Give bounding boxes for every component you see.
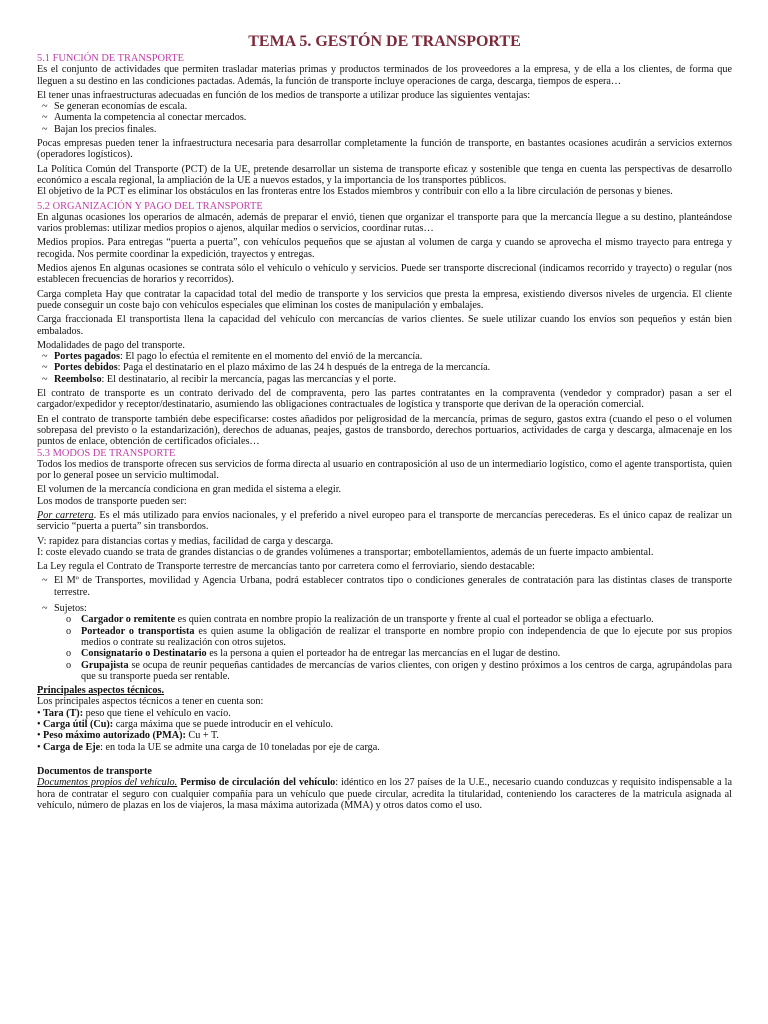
term-description: : idéntico en los 27 países de la U.E., necesario cuando conduzcas y requisito indispensable a la hora de contratar el seguro con cualquier compañía para un vehículo que puede circular, acredita la titularidad, conteniendo los caracteres de la matricula asignada al vehículo, número de plazas en los de viajeros, la masa máxima autorizada (MMA) y otros datos como el uso. [37,777,733,811]
list-item [37,708,732,719]
paragraph: El contrato de transporte es un contrato derivado del de compraventa, pero las partes contratantes en la compraventa (vendedor y comprador) pasan a ser el cargador/expedidor y receptor/destinatario, asumiendo las obligaciones contractuales de logística y transporte que derivan de la operación comercial. [37,388,732,411]
paragraph: Los principales aspectos técnicos a tener en cuenta son: [37,696,264,708]
list-item: ~ Bajan los precios finales. [42,124,732,135]
term: Portes debidos [54,362,118,374]
term: Carga de Eje [43,741,101,753]
list-item: ~ Aumenta la competencia al conectar mercados. [42,112,732,123]
paragraph: La Ley regula el Contrato de Transporte terrestre de mercancías tanto por carretera como el ferroviario, siendo destacable: [37,561,535,573]
paragraph: Medios ajenos En algunas ocasiones se contrata sólo el vehículo o vehículo y servicios. Puede ser transporte discrecional (indicamos recorrido y trayecto) o regular (nos establecen frecuencias de horarios y recorridos). [37,263,732,286]
term-description: carga máxima que se puede introducir en el vehículo. [113,719,334,731]
paragraph: V: rapidez para distancias cortas y medias, facilidad de carga y descarga. [37,535,334,547]
list-item [42,362,732,373]
paragraph: Carga fraccionada El transportista llena la capacidad del vehículo con mercancías de varios clientes. Se suele utilizar cuando los envíos son pequeños y están bien embalados. [37,314,732,337]
paragraph [37,777,732,811]
term-description: : en toda la UE se admite una carga de 10 toneladas por eje de carga. [100,741,380,753]
technical-list [37,708,732,753]
term-description: se ocupa de reunir pequeñas cantidades de mercancías de varios clientes, con origen y destino próximos a los centros de carga, agrupándolas para que su transporte pueda ser rentable. [81,659,732,682]
paragraph: Es el conjunto de actividades que permiten trasladar materias primas y productos terminados de los proveedores a la empresa, y de ella a los clientes, de forma que lleguen a su destino en las condiciones pactadas. Además, la función de transporte incluye operaciones de carga, descarga, tiempos de espera… [37,64,732,87]
spacer [37,756,732,766]
paragraph: Modalidades de pago del transporte. [37,339,185,351]
section-heading-5-2: 5.2 ORGANIZACIÓN Y PAGO DEL TRANSPORTE [37,200,263,212]
term: Consignatario o Destinatario [81,648,207,660]
advantages-list [37,101,732,135]
term-description: : El destinatario, al recibir la mercancía, pagas las mercancías y el porte. [101,373,396,385]
list-item [42,374,732,385]
paragraph [37,510,732,533]
section-heading-5-3: 5.3 MODOS DE TRANSPORTE [37,447,176,459]
term: Carga útil (Cu): [43,719,114,731]
paragraph: El objetivo de la PCT es eliminar los obstáculos en las fronteras entre los Estados miembros y contribuir con ello a la libre circulación de personas y bienes. [37,186,673,198]
subjects-list [54,614,732,682]
term: Peso máximo autorizado (PMA): [43,730,186,742]
paragraph: Medios propios. Para entregas “puerta a puerta”, con vehículos pequeños que se ajustan al volumen de carga y cuando se aprovecha el mismo trayecto para entrega y recogida. Nos permite coordinar la expedición, trayectos y entregas. [37,237,732,260]
paragraph: Carga completa Hay que contratar la capacidad total del medio de transporte y los servicios que presta la empresa, existiendo diversos niveles de urgencia. El cliente puede conseguir un coste bajo con vehículos especiales que eliminan los costes de manipulación y embalajes. [37,288,732,311]
paragraph: I: coste elevado cuando se trata de grandes distancias o de grandes volúmenes a transportar; embotellamientos, además de un fuerte impacto ambiental. [37,546,654,558]
term-description: Cu + T. [185,730,219,742]
paragraph: En algunas ocasiones los operarios de almacén, además de preparar el envió, tienen que organizar el transporte para que la mercancía llegue a su destino, planteándose varios problemas: utilizar medios propios o ajenos, alquilar medios o servicios, coordinar rutas… [37,211,732,235]
payment-modes-list [37,351,732,385]
term-description: peso que tiene el vehículo en vacío. [83,707,231,719]
term: Portes pagados [54,351,120,363]
law-list [37,575,732,682]
documents-heading: Documentos de transporte [37,765,152,777]
subjects-label: Sujetos: [54,603,87,615]
term: Porteador o transportista [81,625,195,637]
list-item [66,648,732,659]
paragraph: El tener unas infraestructuras adecuadas en función de los medios de transporte a utilizar produce las siguientes ventajas: [37,89,531,101]
list-item [37,742,732,753]
paragraph: El volumen de la mercancía condiciona en gran medida el sistema a elegir. [37,484,342,496]
term-description: : El pago lo efectúa el remitente en el momento del envió de la mercancía. [119,351,423,363]
subheading-documents [37,766,732,777]
road-text: . Es el más utilizado para envíos nacionales, y el preferido a nivel europeo para el transporte de mercancías perecederas. Es el único capaz de realizar un servicio “puerta a puerta” sin transbordos. [37,509,732,533]
page-title: TEMA 5. GESTÓN DE TRANSPORTE [248,33,521,50]
term: Grupajista [81,659,129,671]
list-item [42,603,732,682]
road-label: Por carretera [37,509,94,521]
section-heading-5-1: 5.1 FUNCIÓN DE TRANSPORTE [37,53,184,64]
paragraph: En el contrato de transporte también debe especificarse: costes añadidos por peligrosidad de la mercancía, primas de seguro, gastos extra (cuando el peso o el volumen sobrepasa del previsto o la estandarización), derechos de aduanas, peajes, gastos de transbordo, derechos portuarios, actividades de carga y descarga, almacenaje en los puntos de enlace, obtención de certificados oficiales… [37,413,732,448]
paragraph: Todos los medios de transporte ofrecen sus servicios de forma directa al usuario en contraposición al uso de un intermediario logístico, como el agente transportista, quien por lo general posee un servicio multimodal. [37,458,732,482]
term-description: : Paga el destinatario en el plazo máximo de las 24 h después de la entrega de la mercancía. [117,362,491,374]
list-item [37,719,732,730]
term: Cargador o remitente [81,614,176,626]
paragraph: La Política Común del Transporte (PCT) de la UE, pretende desarrollar un sistema de transporte eficaz y sostenible que tenga en cuenta las perspectivas de desarrollo económico a escala regional, la ampliación de la UE a nuevos estados, y la importancia de los transportes públicos. [37,163,732,186]
technical-heading: Principales aspectos técnicos. [37,685,165,697]
term-description: es quien contrata en nombre propio la realización de un transporte y frente al cual el porteador se obliga a efectuarlo. [175,614,654,626]
paragraph: Los modos de transporte pueden ser: [37,495,187,507]
paragraph: Pocas empresas pueden tener la infraestructura necesaria para desarrollar completamente la función de transporte, en bastantes ocasiones acudirán a servicios externos (operadores logísticos). [37,138,732,161]
list-item [66,626,732,649]
list-item [66,614,732,625]
list-item [66,660,732,683]
term: Tara (T): [43,707,84,719]
list-item [42,351,732,362]
term: Reembolso [54,373,102,385]
term-description: es quien asume la obligación de realizar el transporte en nombre propio con independencia de que lo ejecute por sus propios medios o contrate su realización con otros sujetos. [81,625,732,648]
term-description: es la persona a quien el porteador ha de entregar las mercancías en el lugar de destino. [206,648,561,660]
term: Permiso de circulación del vehículo [180,777,336,789]
documents-subheading: Documentos propios del vehículo. [37,777,178,789]
list-item: ~ El Mº de Transportes, movilidad y Agencia Urbana, podrá establecer contratos tipo o condiciones generales de contratación para las distintas clases de transporte terrestre. [42,575,732,598]
list-item: ~ Se generan economías de escala. [42,101,732,112]
list-item [37,730,732,741]
subheading-technical [37,685,732,696]
